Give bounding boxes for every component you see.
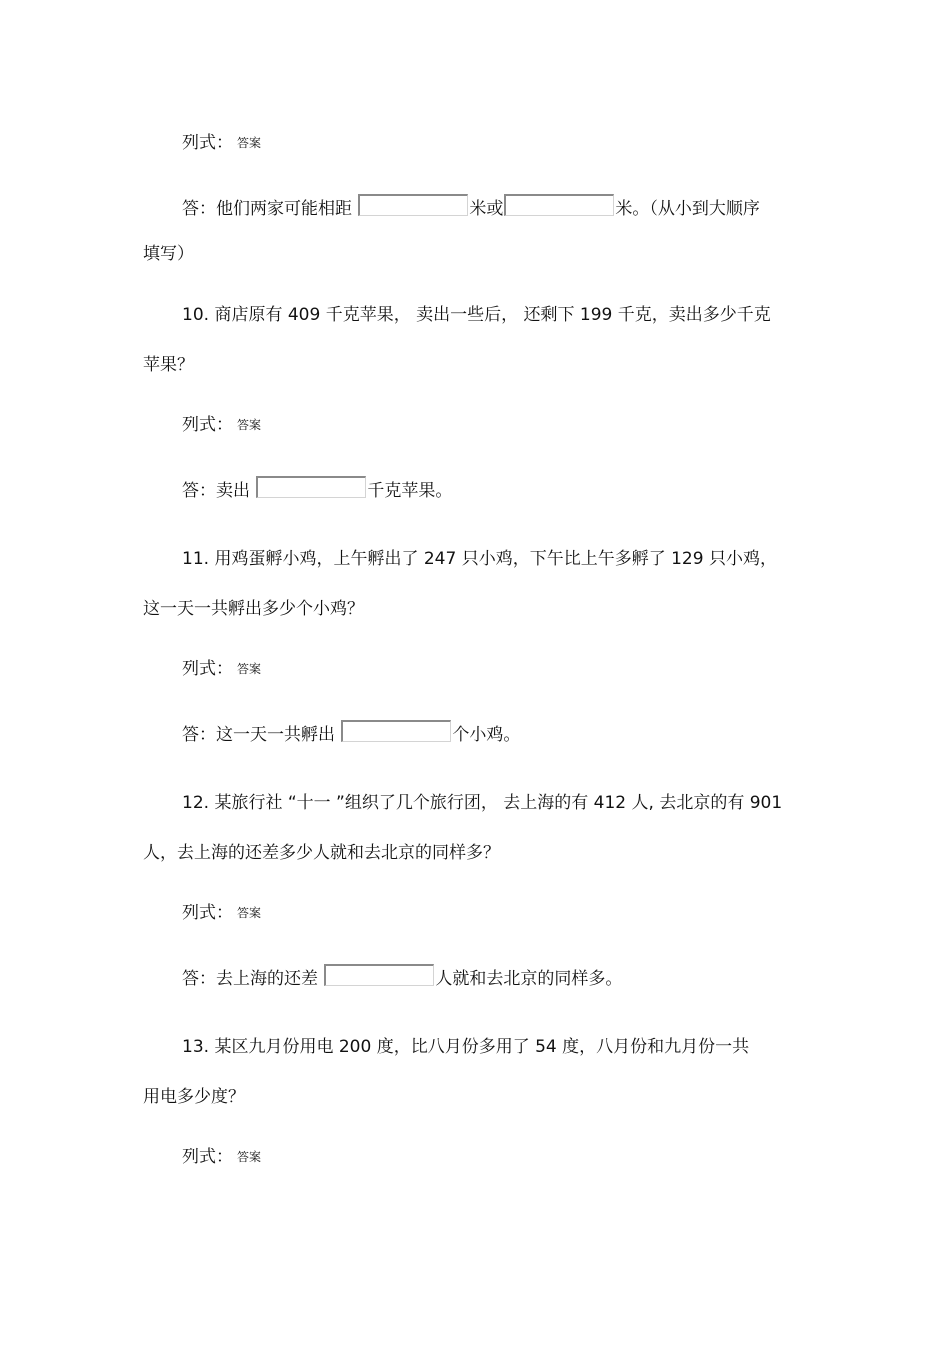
formula-row-11: [182, 656, 261, 683]
answer-input-apples[interactable]: [256, 476, 366, 498]
formula-label: 列式：: [182, 1147, 233, 1167]
answer-suffix: 米。（从小到大顺序: [615, 199, 760, 219]
answer-row-11: [182, 722, 520, 748]
answer-suffix: 个小鸡。: [452, 725, 521, 745]
answer-link[interactable]: 答案: [237, 906, 262, 920]
formula-label: 列式：: [182, 903, 233, 923]
question-13-line-1: 13. 某区九月份用电 200 度，比八月份多用了 54 度，八月份和九月份一共: [182, 1037, 750, 1057]
formula-row-13: [182, 1144, 261, 1171]
answer-link[interactable]: 答案: [237, 418, 262, 432]
answer-row-9-cont: 填写）: [143, 244, 194, 264]
formula-label: 列式：: [182, 659, 233, 679]
answer-prefix: 答：卖出: [182, 481, 250, 501]
answer-suffix: 人就和去北京的同样多。: [435, 969, 623, 989]
formula-label: 列式：: [182, 133, 233, 153]
question-10-line-2: 苹果？: [143, 355, 194, 375]
question-12-line-1: 12. 某旅行社 “十一 ”组织了几个旅行团， 去上海的有 412 人, 去北京的有 901: [182, 793, 783, 813]
question-13-line-2: 用电多少度？: [143, 1087, 245, 1107]
answer-input-people[interactable]: [324, 964, 434, 986]
question-10-line-1: 10. 商店原有 409 千克苹果， 卖出一些后， 还剩下 199 千克，卖出多少千克: [182, 305, 771, 325]
question-11-line-2: 这一天一共孵出多少个小鸡？: [143, 599, 364, 619]
answer-suffix: 千克苹果。: [367, 481, 453, 501]
answer-link[interactable]: 答案: [237, 1150, 262, 1164]
formula-row-12: [182, 900, 261, 927]
answer-prefix: 答：去上海的还差: [182, 969, 318, 989]
question-12-line-2: 人，去上海的还差多少人就和去北京的同样多？: [143, 843, 500, 863]
answer-input-distance-2[interactable]: [504, 194, 614, 216]
answer-row-12: [182, 966, 622, 992]
formula-label: 列式：: [182, 415, 233, 435]
answer-prefix: 答：这一天一共孵出: [182, 725, 335, 745]
answer-mid: 米或: [469, 199, 504, 219]
formula-row-10: [182, 412, 261, 439]
answer-input-chicks[interactable]: [341, 720, 451, 742]
answer-input-distance-1[interactable]: [358, 194, 468, 216]
answer-prefix: 答：他们两家可能相距: [182, 199, 352, 219]
question-11-line-1: 11. 用鸡蛋孵小鸡，上午孵出了 247 只小鸡，下午比上午多孵了 129 只小鸡，: [182, 549, 777, 569]
answer-link[interactable]: 答案: [237, 662, 262, 676]
formula-row-9: [182, 130, 261, 157]
answer-row-9: [182, 196, 760, 222]
answer-row-10: [182, 478, 452, 504]
answer-link[interactable]: 答案: [237, 136, 262, 150]
